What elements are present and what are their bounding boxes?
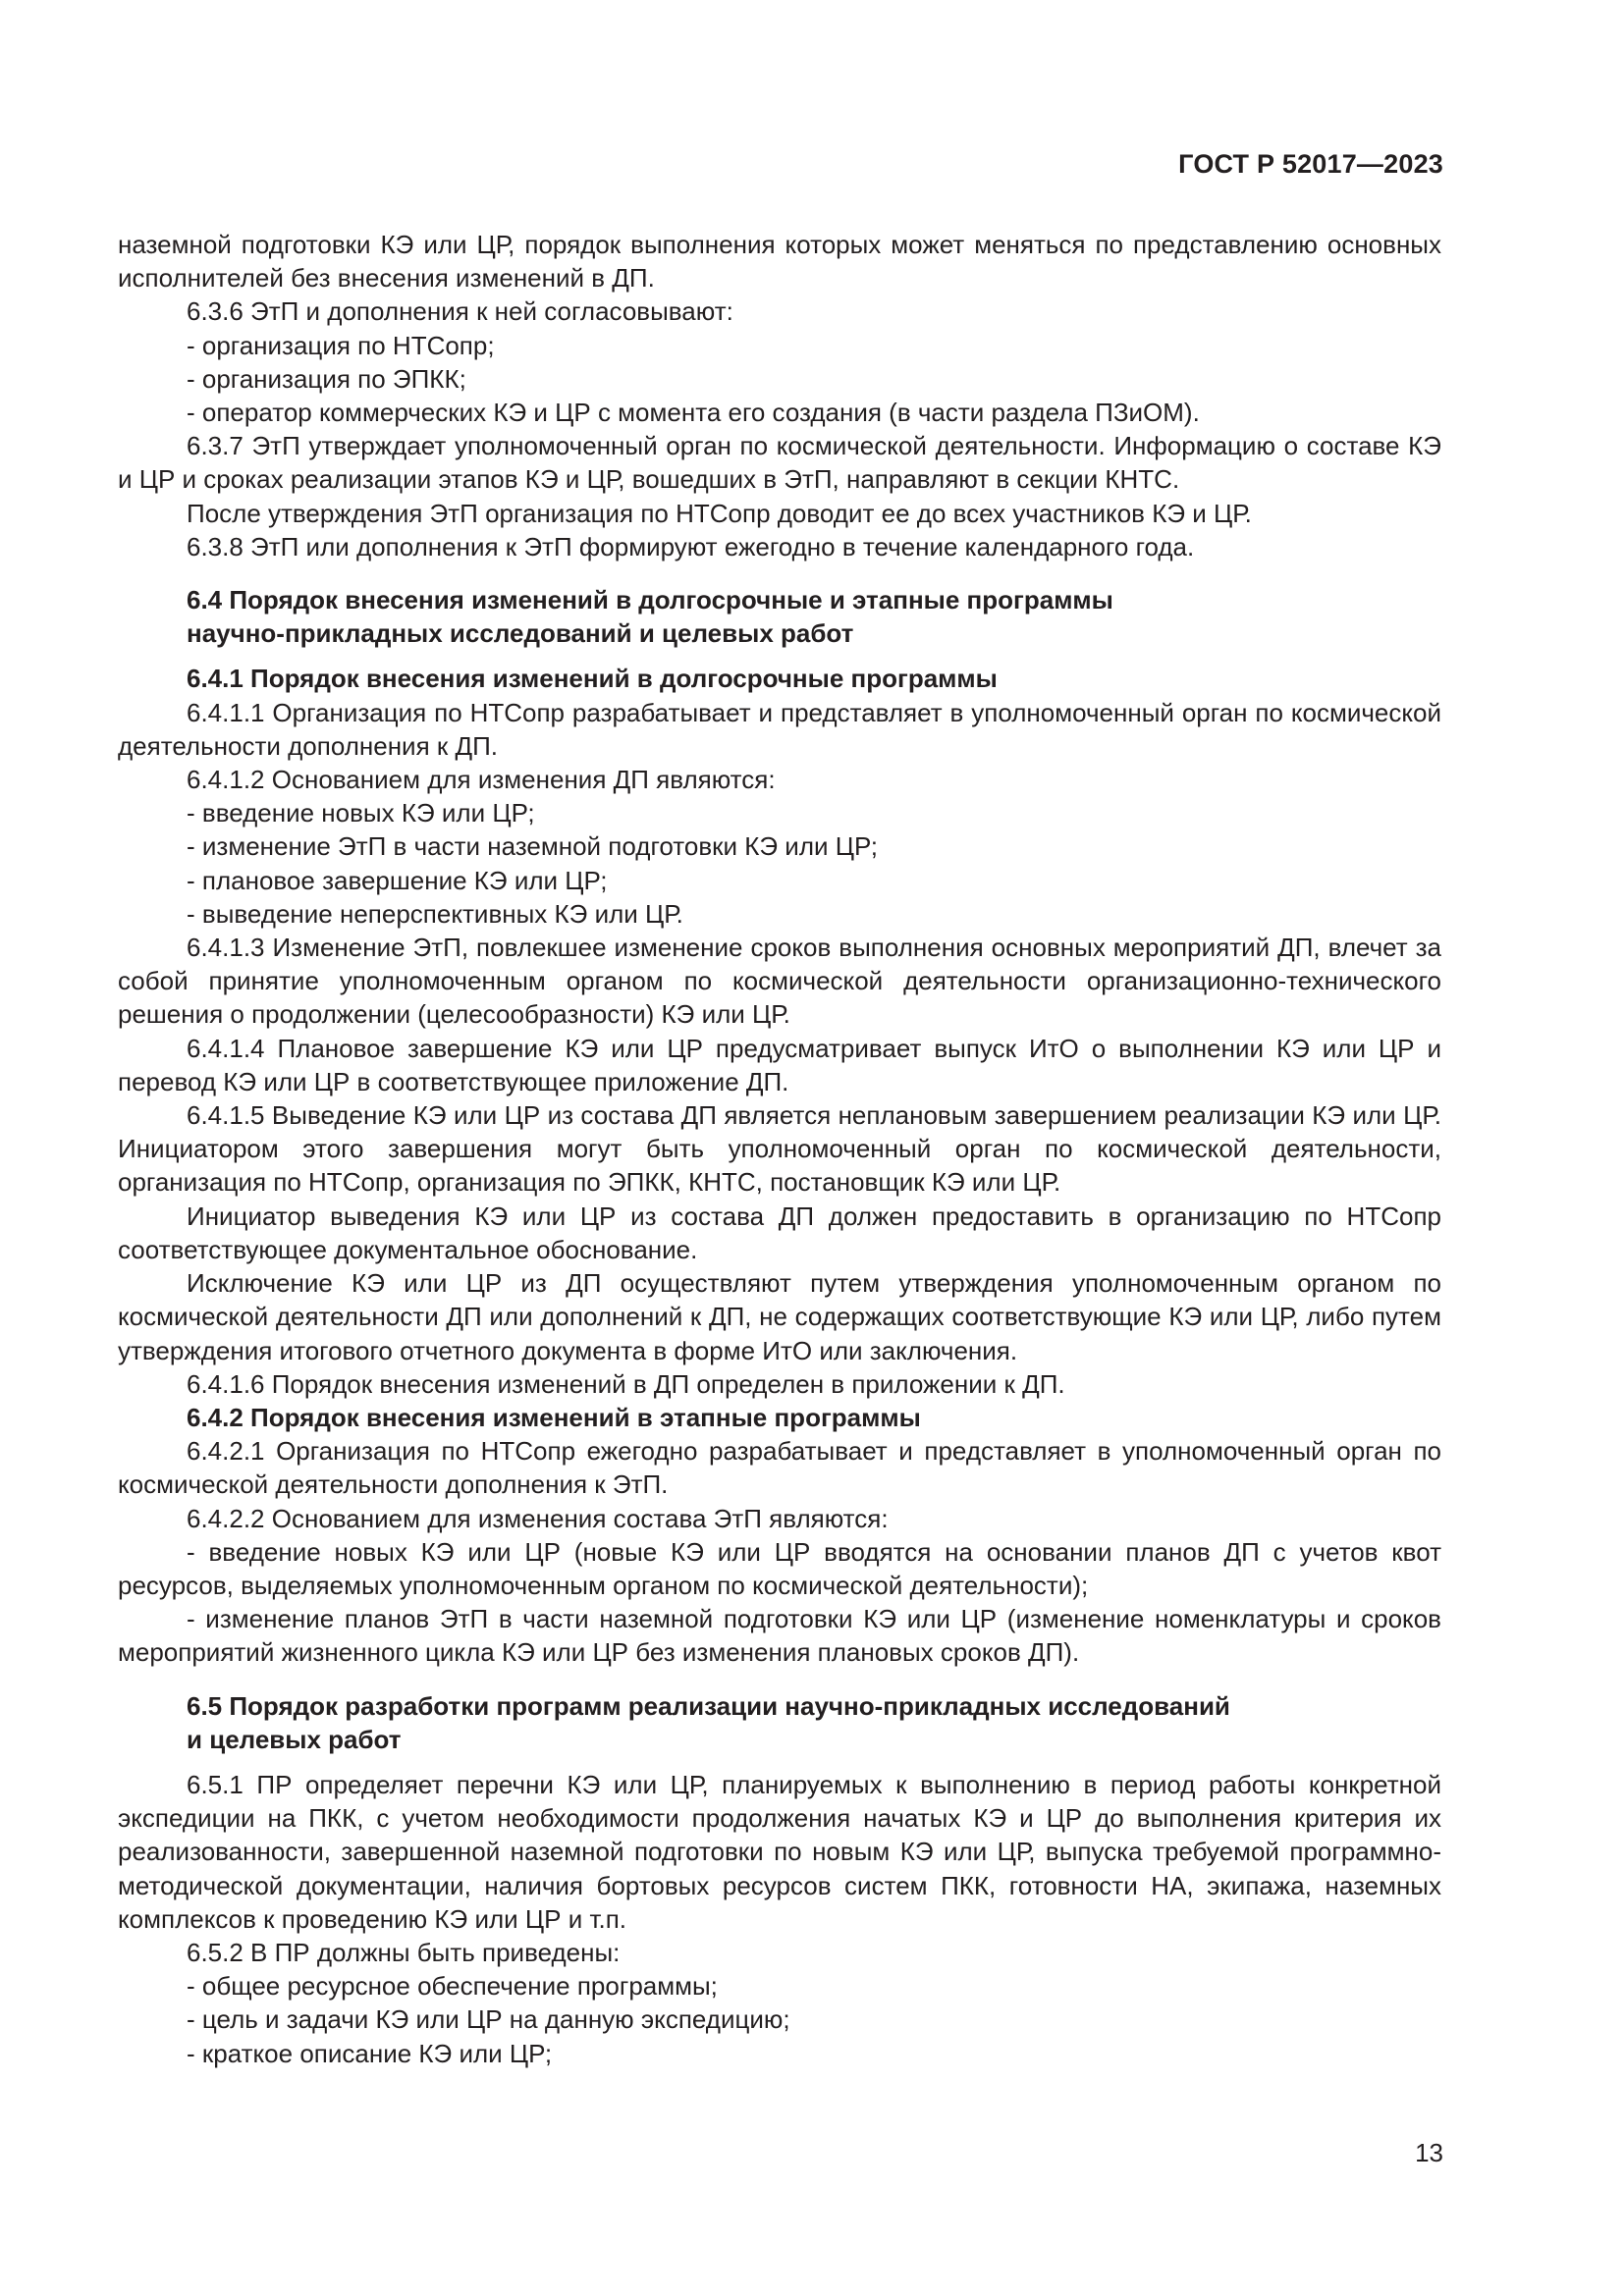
list-item: - краткое описание КЭ или ЦР; xyxy=(187,2038,553,2068)
section-heading-6-4-line1: 6.4 Порядок внесения изменений в долгосрочные и этапные программы xyxy=(187,585,1113,615)
paragraph-6-3-6: 6.3.6 ЭтП и дополнения к ней согласовывают: xyxy=(187,296,733,327)
paragraph-6-3-7-after: После утверждения ЭтП организация по НТСопр доводит ее до всех участников КЭ и ЦР. xyxy=(187,498,1252,528)
subsection-heading-6-4-2: 6.4.2 Порядок внесения изменений в этапные программы xyxy=(187,1402,921,1432)
paragraph-6-3-7: 6.3.7 ЭтП утверждает уполномоченный орган по космической деятельности. Информацию о составе КЭ и ЦР и сроках реализации этапов КЭ и ЦР, вошедших в ЭтП, направляют в секции КНТС. xyxy=(118,431,1441,495)
list-item: - организация по НТСопр; xyxy=(187,330,495,360)
paragraph-continuation: наземной подготовки КЭ или ЦР, порядок выполнения которых может меняться по представлению основных исполнителей без внесения изменений в ДП. xyxy=(118,230,1441,294)
page-number: 13 xyxy=(1415,2138,1443,2167)
section-heading-6-4-line2: научно-прикладных исследований и целевых работ xyxy=(187,618,854,649)
paragraph-6-3-8: 6.3.8 ЭтП или дополнения к ЭтП формируют ежегодно в течение календарного года. xyxy=(187,531,1195,561)
list-item: - цель и задачи КЭ или ЦР на данную экспедицию; xyxy=(187,2004,790,2035)
paragraph-6-4-1-3: 6.4.1.3 Изменение ЭтП, повлекшее изменение сроков выполнения основных мероприятий ДП, влечет за собой принятие уполномоченным органом по космической деятельности организационно-технического решения о продолжении (целесообразности) КЭ или ЦР. xyxy=(118,933,1441,1030)
list-item: - плановое завершение КЭ или ЦР; xyxy=(187,865,608,895)
section-heading-6-5-line2: и целевых работ xyxy=(187,1724,402,1754)
paragraph-6-4-2-1: 6.4.2.1 Организация по НТСопр ежегодно разрабатывает и представляет в уполномоченный орган по космической деятельности дополнения к ЭтП. xyxy=(118,1436,1441,1500)
list-item: - оператор коммерческих КЭ и ЦР с момента его создания (в части раздела ПЗиОМ). xyxy=(187,398,1200,428)
list-item: - введение новых КЭ или ЦР (новые КЭ или ЦР вводятся на основании планов ДП с учетов квот ресурсов, выделяемых уполномоченным органом по космической деятельности); xyxy=(118,1536,1441,1600)
paragraph-6-4-1-5: 6.4.1.5 Выведение КЭ или ЦР из состава ДП является неплановым завершением реализации КЭ или ЦР. Инициатором этого завершения могут быть уполномоченный орган по космической деятельности, организация по НТСопр, организация по ЭПКК, КНТС, постановщик КЭ или ЦР. xyxy=(118,1100,1441,1198)
section-heading-6-5 xyxy=(187,1689,1441,1756)
standard-code-header: ГОСТ Р 52017—2023 xyxy=(1178,149,1443,179)
list-item: - изменение ЭтП в части наземной подготовки КЭ или ЦР; xyxy=(187,831,878,862)
paragraph-6-5-1: 6.5.1 ПР определяет перечни КЭ или ЦР, планируемых к выполнению в период работы конкретной экспедиции на ПКК, с учетом необходимости продолжения начатых КЭ и ЦР до выполнения критерия их реализованности, завершенной наземной подготовки по новым КЭ или ЦР, выпуска требуемой программно-методической документации, наличия бортовых ресурсов систем ПКК, готовности НА, экипажа, наземных комплексов к проведению КЭ или ЦР и т.п. xyxy=(118,1769,1441,1934)
list-item: - общее ресурсное обеспечение программы; xyxy=(187,1971,718,2002)
list-item: - введение новых КЭ или ЦР; xyxy=(187,798,535,828)
paragraph-6-4-1-4: 6.4.1.4 Плановое завершение КЭ или ЦР предусматривает выпуск ИтО о выполнении КЭ или ЦР и перевод КЭ или ЦР в соответствующее приложение ДП. xyxy=(118,1033,1441,1096)
list-item: - изменение планов ЭтП в части наземной подготовки КЭ или ЦР (изменение номенклатуры и сроков мероприятий жизненного цикла КЭ или ЦР без изменения плановых сроков ДП). xyxy=(118,1604,1441,1668)
subsection-heading-6-4-1: 6.4.1 Порядок внесения изменений в долгосрочные программы xyxy=(187,664,998,694)
section-heading-6-4 xyxy=(187,583,1441,650)
paragraph-6-4-1-5-c: Исключение КЭ или ЦР из ДП осуществляют путем утверждения уполномоченным органом по космической деятельности ДП или дополнений к ДП, не содержащих соответствующие КЭ или ЦР, либо путем утверждения итогового отчетного документа в форме ИтО или заключения. xyxy=(118,1268,1441,1365)
paragraph-6-4-1-5-b: Инициатор выведения КЭ или ЦР из состава ДП должен предоставить в организацию по НТСопр соответствующее документальное обоснование. xyxy=(118,1201,1441,1264)
paragraph-6-4-1-1: 6.4.1.1 Организация по НТСопр разрабатывает и представляет в уполномоченный орган по космической деятельности дополнения к ДП. xyxy=(118,697,1441,761)
document-body xyxy=(118,228,1441,2070)
section-heading-6-5-line1: 6.5 Порядок разработки программ реализации научно-прикладных исследований xyxy=(187,1690,1230,1721)
paragraph-6-4-1-6: 6.4.1.6 Порядок внесения изменений в ДП определен в приложении к ДП. xyxy=(187,1368,1065,1399)
list-item: - организация по ЭПКК; xyxy=(187,363,466,394)
paragraph-6-4-2-2: 6.4.2.2 Основанием для изменения состава ЭтП являются: xyxy=(187,1503,889,1533)
paragraph-6-5-2: 6.5.2 В ПР должны быть приведены: xyxy=(187,1937,621,1967)
paragraph-6-4-1-2: 6.4.1.2 Основанием для изменения ДП являются: xyxy=(187,765,776,795)
list-item: - выведение неперспективных КЭ или ЦР. xyxy=(187,898,683,929)
